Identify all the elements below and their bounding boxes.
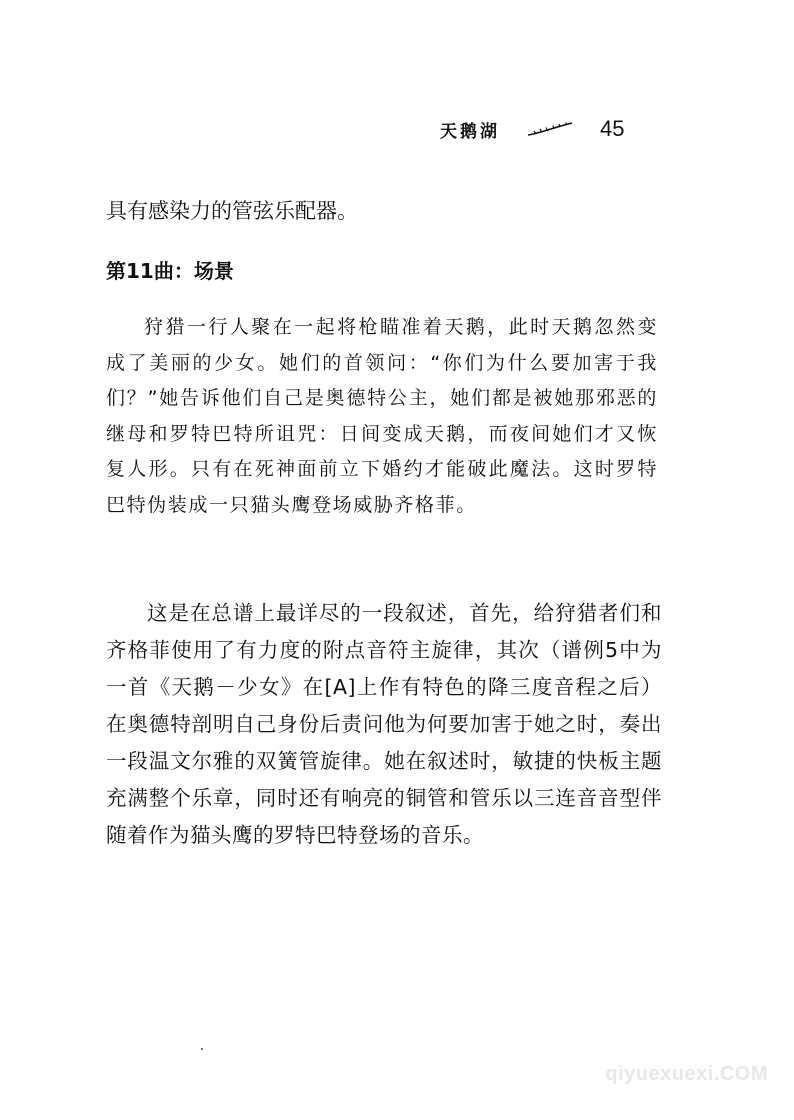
section-heading: 第11曲：场景	[106, 259, 234, 283]
site-watermark: qiyuexuexi.COM	[605, 1063, 768, 1085]
continuation-line: 具有感染力的管弦乐配器。	[106, 199, 358, 223]
running-header	[440, 114, 624, 144]
scan-speck	[201, 1048, 203, 1050]
running-title: 天鹅湖	[440, 121, 500, 142]
page-number: 45	[600, 116, 625, 141]
story-paragraph: 狩猎一行人聚在一起将枪瞄准着天鹅，此时天鹅忽然变成了美丽的少女。她们的首领问：“你们为什么要加害于我们？”她告诉他们自己是奥德特公主，她们都是被她那邪恶的继母和罗特巴特所诅咒：日间变成天鹅，而夜间她们才又恢复人形。只有在死神面前立下婚约才能破此魔法。这时罗特巴特伪装成一只猫头鹰登场威胁齐格菲。	[106, 316, 658, 516]
analysis-paragraph: 这是在总谱上最详尽的一段叙述，首先，给狩猎者们和齐格菲使用了有力度的附点音符主旋律，其次（谱例5中为一首《天鹅－少女》在[A]上作有特色的降三度音程之后）在奥德特剖明自己身份后责问他为何要加害于她之时，奏出一段温文尔雅的双簧管旋律。她在叙述时，敏捷的快板主题充满整个乐章，同时还有响亮的铜管和管乐以三连音音型伴随着作为猫头鹰的罗特巴特登场的音乐。	[106, 601, 662, 847]
feather-flourish-icon	[526, 121, 574, 137]
